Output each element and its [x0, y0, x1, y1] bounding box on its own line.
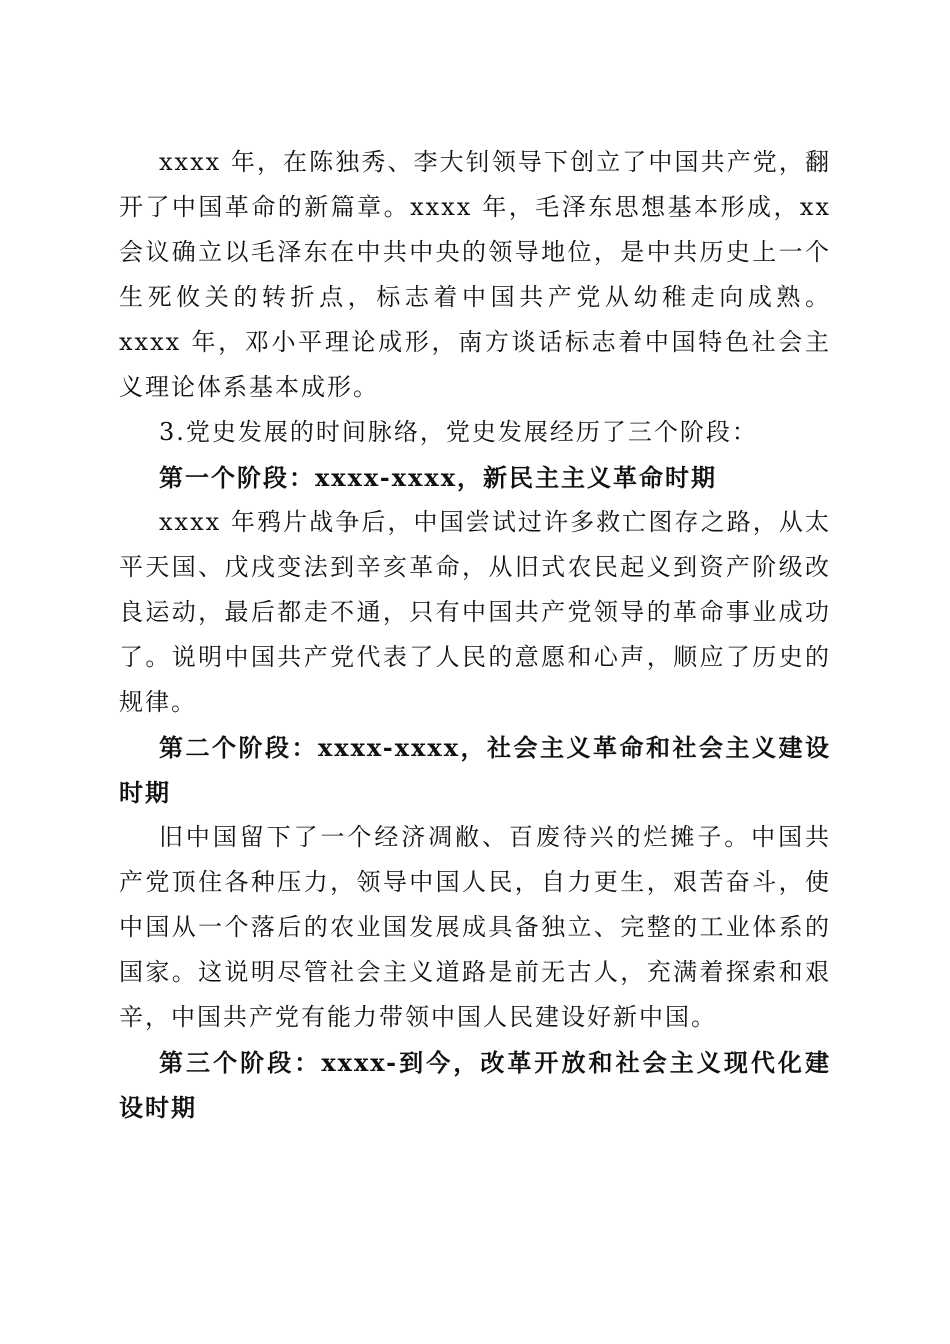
document-page: [119, 140, 831, 1130]
paragraph-stage-two: 旧中国留下了一个经济凋敝、百废待兴的烂摊子。中国共产党顶住各种压力，领导中国人民，自力更生，艰苦奋斗，使中国从一个落后的农业国发展成具备独立、完整的工业体系的国家。这说明尽管社会主义道路是前无古人，充满着探索和艰辛，中国共产党有能力带领中国人民建设好新中国。: [119, 823, 831, 1031]
heading-stage-one: 第一个阶段：xxxx-xxxx，新民主主义革命时期: [159, 463, 718, 492]
heading-stage-three: 第三个阶段：xxxx-到今，改革开放和社会主义现代化建设时期: [119, 1048, 831, 1122]
heading-stage-two: 第二个阶段：xxxx-xxxx，社会主义革命和社会主义建设时期: [119, 733, 831, 807]
paragraph-three-stages-intro: 3.党史发展的时间脉络，党史发展经历了三个阶段：: [159, 418, 758, 446]
paragraph-party-founding: xxxx 年，在陈独秀、李大钊领导下创立了中国共产党，翻开了中国革命的新篇章。xxxx 年，毛泽东思想基本形成，xx 会议确立以毛泽东在中共中央的领导地位，是中共历史上一个生死攸关的转折点，标志着中国共产党从幼稚走向成熟。xxxx 年，邓小平理论成形，南方谈话标志着中国特色社会主义理论体系基本成形。: [119, 148, 831, 401]
paragraph-stage-one: xxxx 年鸦片战争后，中国尝试过许多救亡图存之路，从太平天国、戊戌变法到辛亥革命，从旧式农民起义到资产阶级改良运动，最后都走不通，只有中国共产党领导的革命事业成功了。说明中国共产党代表了人民的意愿和心声，顺应了历史的规律。: [119, 508, 831, 716]
